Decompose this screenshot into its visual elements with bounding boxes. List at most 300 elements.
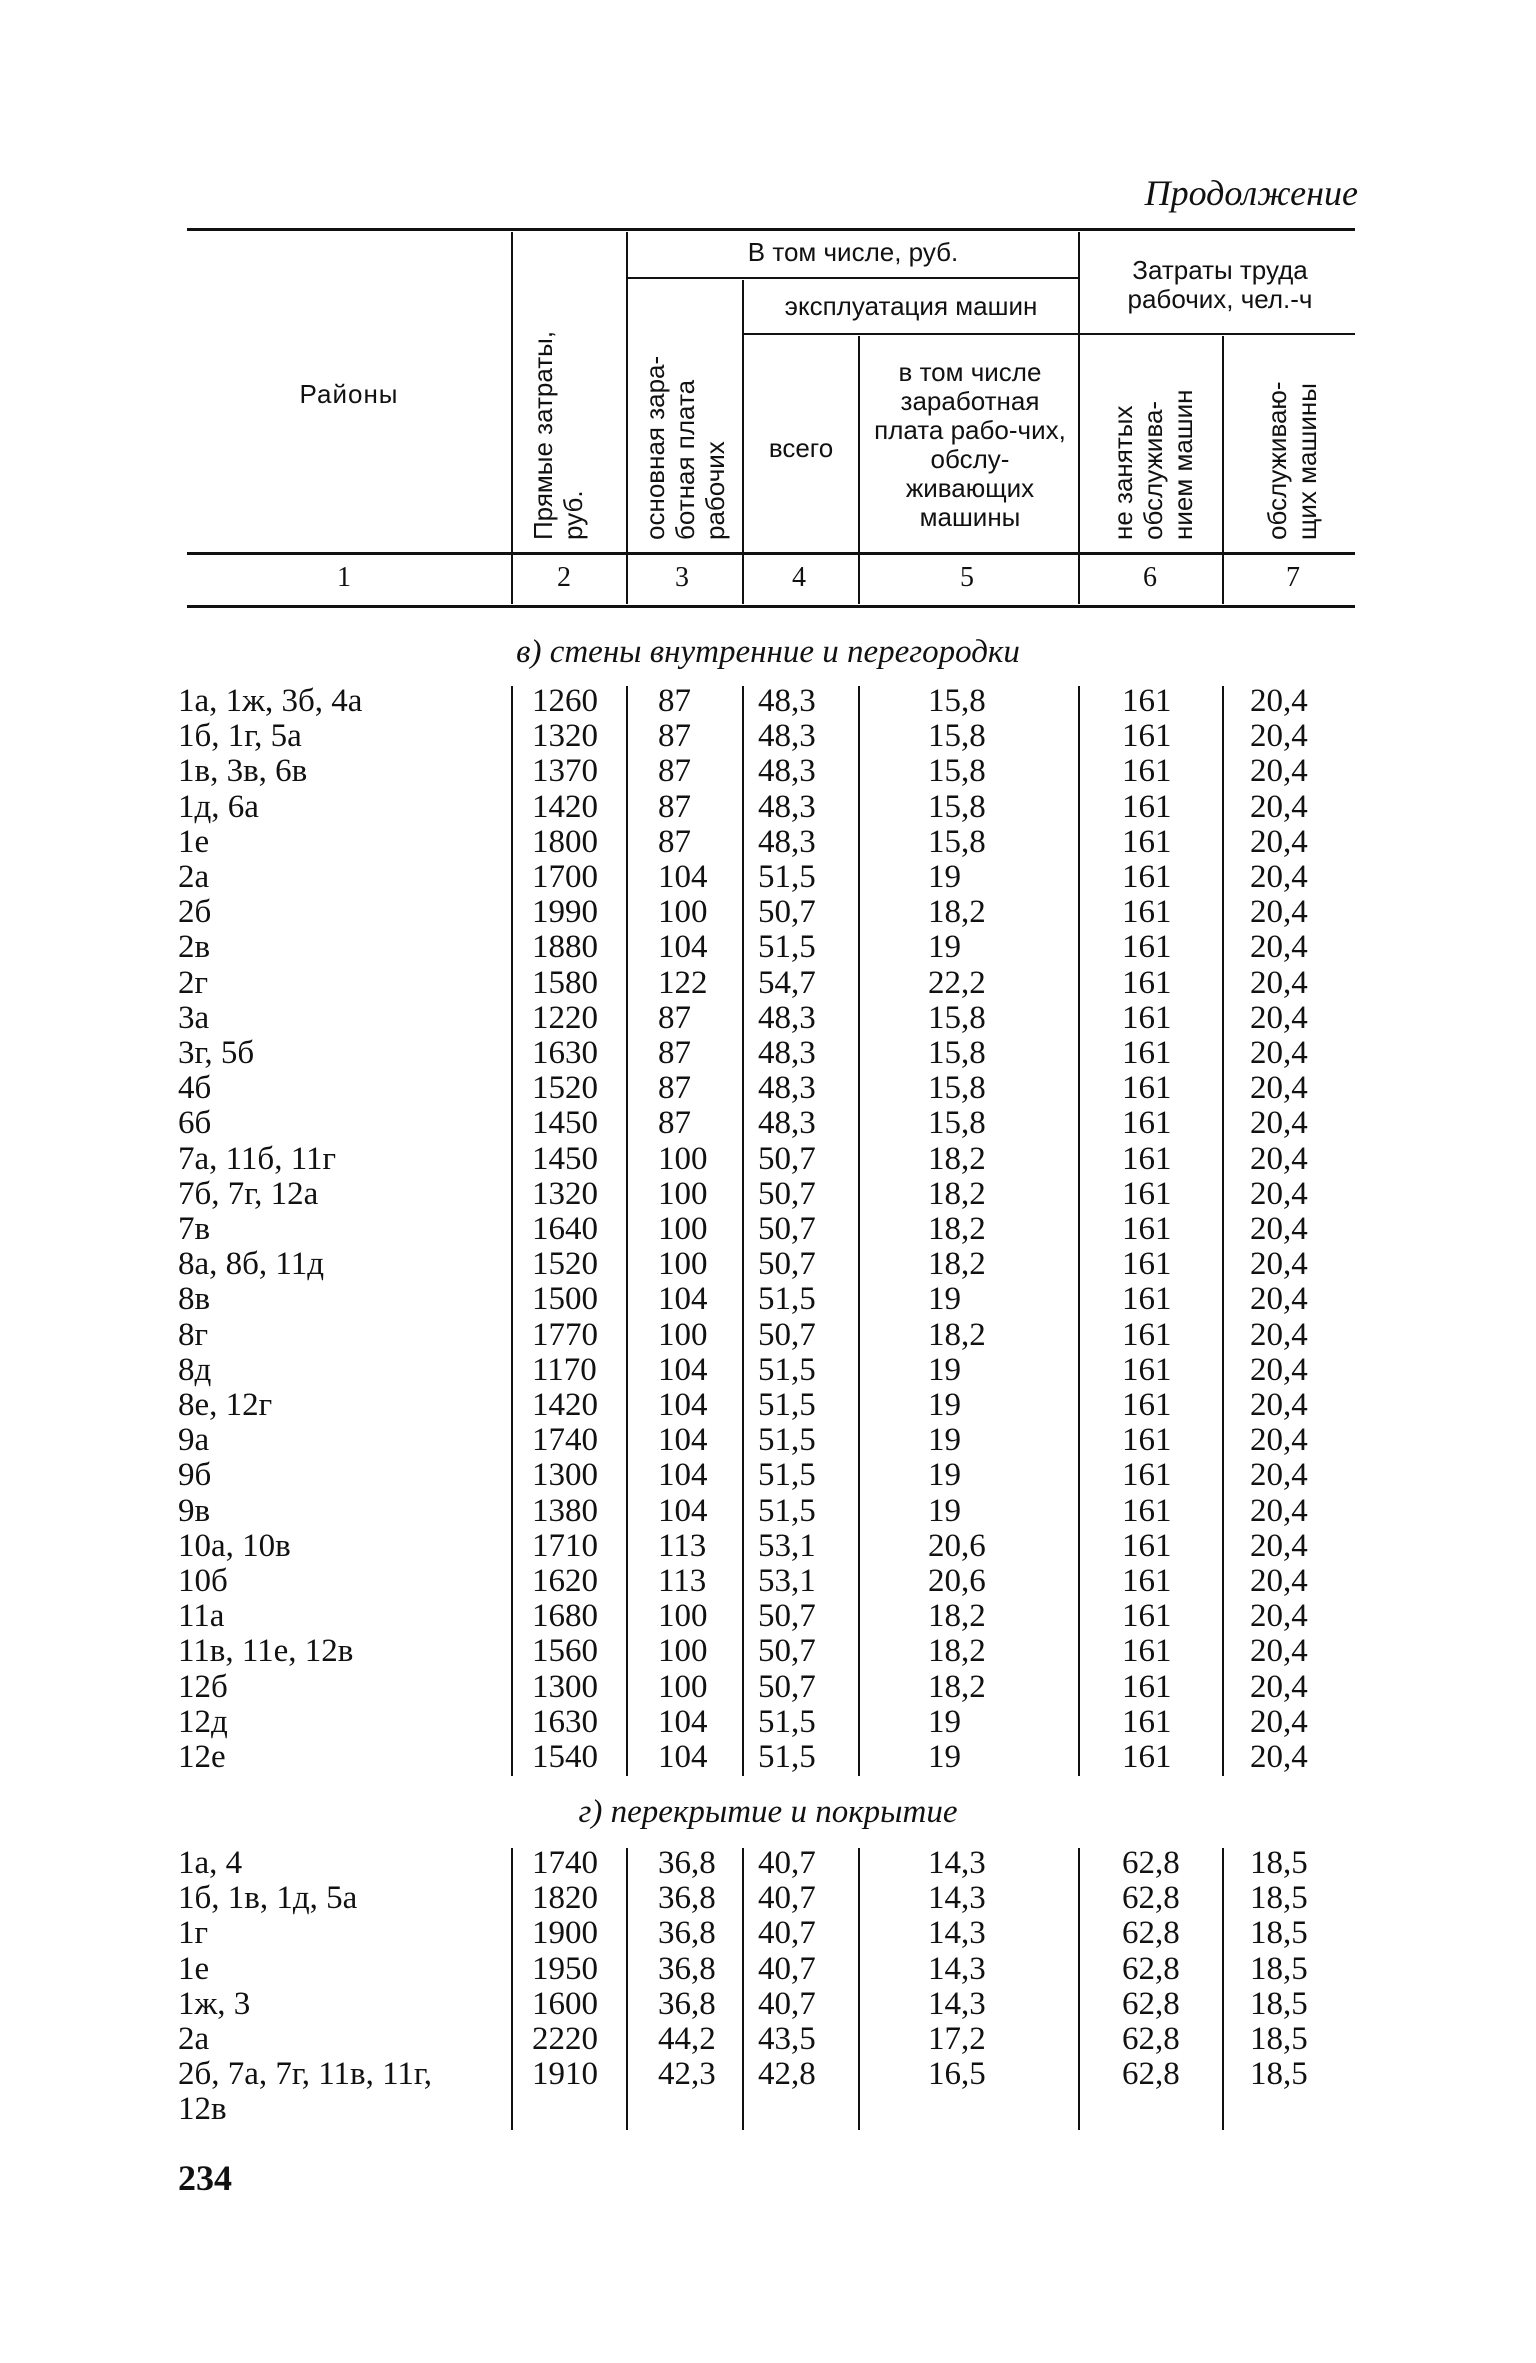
cell-labor-machine: 20,4 [1250,999,1308,1036]
cell-wages: 100 [658,1316,708,1353]
cell-district: 1ж, 3 [178,1985,251,2022]
numbers-bottom-rule [187,605,1355,608]
cell-machines-total: 48,3 [758,823,816,860]
table-row [0,1670,1536,1705]
cell-labor-machine: 18,5 [1250,2021,1308,2057]
cell-labor-machine: 18,5 [1250,1880,1308,1917]
cell-direct-costs: 1900 [532,1915,598,1952]
cell-labor-machine: 20,4 [1250,1211,1308,1247]
cell-machine-wages: 18,2 [928,1668,986,1705]
cell-wages: 87 [658,1105,691,1142]
cell-machines-total: 48,3 [758,683,816,719]
cell-machine-wages: 15,8 [928,753,986,790]
cell-labor-machine: 20,4 [1250,718,1308,755]
cell-machines-total: 50,7 [758,1668,816,1705]
cell-wages: 100 [658,1140,708,1177]
cell-machine-wages: 19 [928,1739,961,1775]
cell-machines-total: 48,3 [758,1105,816,1142]
cell-labor-not-machine: 161 [1122,788,1172,825]
cell-wages: 87 [658,788,691,825]
including-underline [626,277,1078,279]
cell-labor-machine: 20,4 [1250,1351,1308,1388]
cell-district: 1г [178,1915,209,1952]
cell-labor-machine: 20,4 [1250,1105,1308,1142]
cell-machine-wages: 15,8 [928,1035,986,1071]
table-row [0,860,1536,895]
table-row [0,1071,1536,1106]
cell-direct-costs: 1520 [532,1246,598,1283]
header-not-machine: не занятых обслужива- нием машин [1108,389,1198,540]
cell-machines-total: 50,7 [758,1175,816,1212]
header-wages: основная зара- ботная плата рабочих [640,355,730,540]
cell-direct-costs: 1420 [532,1387,598,1423]
cell-labor-not-machine: 161 [1122,1246,1172,1283]
header-machines: эксплуатация машин [784,291,1038,321]
cell-direct-costs: 1620 [532,1563,598,1599]
cell-wages: 36,8 [658,1845,716,1881]
cell-district: 8в [178,1281,211,1318]
header-machine-wages: в том числе заработная плата рабо-чих, обслу-живающих машины [874,357,1066,532]
cell-machines-total: 51,5 [758,929,816,966]
cell-labor-machine: 18,5 [1250,1915,1308,1952]
cell-labor-not-machine: 62,8 [1122,2021,1180,2057]
table-row [0,1212,1536,1247]
table-row [0,2022,1536,2057]
header-bottom-rule [187,552,1355,555]
cell-machine-wages: 14,3 [928,1915,986,1952]
cell-machine-wages: 18,2 [928,894,986,931]
cell-wages: 104 [658,1387,708,1423]
cell-district: 1в, 3в, 6в [178,753,308,790]
cell-district: 12в [178,2091,227,2128]
cell-labor-not-machine: 161 [1122,1492,1172,1529]
cell-machines-total: 40,7 [758,1950,816,1987]
cell-machines-total: 53,1 [758,1527,816,1564]
cell-wages: 100 [658,1598,708,1635]
cell-direct-costs: 1370 [532,753,598,790]
cell-labor-not-machine: 161 [1122,1668,1172,1705]
cell-labor-machine: 20,4 [1250,1739,1308,1775]
cell-labor-not-machine: 161 [1122,1105,1172,1142]
cell-machine-wages: 18,2 [928,1211,986,1247]
cell-direct-costs: 1630 [532,1703,598,1740]
cell-wages: 104 [658,1422,708,1459]
cell-direct-costs: 1910 [532,2056,598,2093]
cell-machines-total: 48,3 [758,788,816,825]
cell-machine-wages: 18,2 [928,1175,986,1212]
labor-underline [1078,333,1355,335]
header-machines-total: всего [768,433,834,463]
header-including: В том числе, руб. [747,237,959,267]
cell-district: 1е [178,823,210,860]
table-row [0,1318,1536,1353]
cell-district: 3г, 5б [178,1035,255,1071]
cell-labor-machine: 20,4 [1250,753,1308,790]
table-row [0,1423,1536,1458]
cell-district: 1а, 1ж, 3б, 4а [178,683,363,719]
cell-district: 1б, 1г, 5а [178,718,302,755]
cell-district: 3а [178,999,210,1036]
cell-machines-total: 40,7 [758,1880,816,1917]
col-num-6: 6 [1143,562,1157,593]
cell-direct-costs: 1880 [532,929,598,966]
cell-labor-not-machine: 161 [1122,823,1172,860]
table-row [0,825,1536,860]
table-row [0,1987,1536,2022]
cell-wages: 36,8 [658,1985,716,2022]
cell-district: 7б, 7г, 12а [178,1175,319,1212]
cell-labor-machine: 20,4 [1250,1246,1308,1283]
col-num-1: 1 [337,562,351,593]
cell-wages: 36,8 [658,1950,716,1987]
cell-direct-costs: 1630 [532,1035,598,1071]
cell-machines-total: 40,7 [758,1845,816,1881]
cell-wages: 87 [658,1035,691,1071]
cell-labor-machine: 20,4 [1250,1316,1308,1353]
cell-district: 8а, 8б, 11д [178,1246,325,1283]
cell-wages: 100 [658,1211,708,1247]
cell-machines-total: 51,5 [758,1281,816,1318]
cell-labor-not-machine: 161 [1122,1316,1172,1353]
cell-machines-total: 51,5 [758,1351,816,1388]
cell-wages: 104 [658,1457,708,1494]
cell-labor-not-machine: 161 [1122,1140,1172,1177]
cell-machine-wages: 19 [928,929,961,966]
cell-labor-not-machine: 161 [1122,1281,1172,1318]
cell-labor-machine: 20,4 [1250,1387,1308,1423]
cell-direct-costs: 1320 [532,718,598,755]
cell-machines-total: 50,7 [758,894,816,931]
cell-direct-costs: 1260 [532,683,598,719]
cell-labor-machine: 20,4 [1250,859,1308,895]
cell-wages: 104 [658,1351,708,1388]
table-row [0,1247,1536,1282]
cell-direct-costs: 1170 [532,1351,597,1388]
cell-machine-wages: 19 [928,1422,961,1459]
col-num-7: 7 [1286,562,1300,593]
cell-machines-total: 51,5 [758,1422,816,1459]
cell-machines-total: 48,3 [758,999,816,1036]
cell-labor-not-machine: 161 [1122,753,1172,790]
cell-wages: 104 [658,1492,708,1529]
cell-machine-wages: 18,2 [928,1316,986,1353]
cell-wages: 44,2 [658,2021,716,2057]
cell-district: 1а, 4 [178,1845,243,1881]
cell-district: 2б [178,894,212,931]
cell-wages: 113 [658,1563,707,1599]
cell-labor-machine: 20,4 [1250,1281,1308,1318]
header-direct-costs: Прямые затраты, руб. [528,330,588,540]
cell-wages: 36,8 [658,1915,716,1952]
table-row [0,966,1536,1001]
section-title-floors: г) перекрытие и покрытие [578,1794,958,1830]
cell-labor-machine: 20,4 [1250,1563,1308,1599]
header-top-rule [187,228,1355,231]
table-row [0,1705,1536,1740]
cell-direct-costs: 1220 [532,999,598,1036]
cell-direct-costs: 1680 [532,1598,598,1635]
cell-machines-total: 51,5 [758,1739,816,1775]
table-row [0,1846,1536,1881]
cell-machines-total: 48,3 [758,1035,816,1071]
table-row [0,754,1536,789]
cell-district: 8д [178,1351,212,1388]
cell-machine-wages: 18,2 [928,1633,986,1670]
cell-district: 2а [178,859,210,895]
cell-district: 9в [178,1492,211,1529]
cell-labor-machine: 20,4 [1250,1070,1308,1107]
cell-labor-machine: 18,5 [1250,1845,1308,1881]
cell-labor-machine: 20,4 [1250,964,1308,1001]
cell-labor-not-machine: 161 [1122,1563,1172,1599]
cell-wages: 122 [658,964,708,1001]
table-row [0,1353,1536,1388]
cell-machines-total: 51,5 [758,1457,816,1494]
cell-direct-costs: 1450 [532,1140,598,1177]
cell-district: 8г [178,1316,209,1353]
cell-labor-machine: 20,4 [1250,823,1308,860]
cell-machine-wages: 19 [928,1703,961,1740]
col-num-3: 3 [675,562,689,593]
cell-direct-costs: 1300 [532,1457,598,1494]
cell-district: 12д [178,1703,228,1740]
cell-machines-total: 43,5 [758,2021,816,2057]
cell-district: 8е, 12г [178,1387,273,1423]
cell-labor-machine: 20,4 [1250,1598,1308,1635]
cell-direct-costs: 1300 [532,1668,598,1705]
cell-labor-not-machine: 62,8 [1122,1915,1180,1952]
cell-labor-not-machine: 62,8 [1122,1985,1180,2022]
cell-machines-total: 50,7 [758,1211,816,1247]
cell-machine-wages: 14,3 [928,1880,986,1917]
section-title-walls: в) стены внутренние и перегородки [516,634,1020,670]
cell-machine-wages: 19 [928,1387,961,1423]
cell-labor-machine: 20,4 [1250,1422,1308,1459]
header-labor: Затраты труда рабочих, чел.-ч [1127,255,1313,314]
cell-district: 7в [178,1211,211,1247]
cell-machines-total: 54,7 [758,964,816,1001]
cell-machine-wages: 18,2 [928,1246,986,1283]
cell-district: 7а, 11б, 11г [178,1140,337,1177]
cell-machine-wages: 15,8 [928,999,986,1036]
cell-district: 12е [178,1739,226,1775]
cell-district: 2в [178,929,211,966]
header-divider [626,232,628,604]
cell-labor-machine: 20,4 [1250,1140,1308,1177]
cell-labor-not-machine: 62,8 [1122,1845,1180,1881]
cell-labor-not-machine: 161 [1122,1175,1172,1212]
cell-labor-not-machine: 161 [1122,964,1172,1001]
cell-direct-costs: 1580 [532,964,598,1001]
cell-wages: 100 [658,1668,708,1705]
cell-machines-total: 50,7 [758,1598,816,1635]
cell-wages: 100 [658,1633,708,1670]
cell-labor-not-machine: 161 [1122,1422,1172,1459]
cell-machine-wages: 15,8 [928,683,986,719]
cell-labor-not-machine: 161 [1122,1739,1172,1775]
cell-direct-costs: 1540 [532,1739,598,1775]
cell-machines-total: 51,5 [758,1703,816,1740]
cell-machine-wages: 19 [928,859,961,895]
table-row [0,1564,1536,1599]
cell-direct-costs: 1420 [532,788,598,825]
col-num-4: 4 [792,562,806,593]
col-num-5: 5 [960,562,974,593]
table-row [0,1599,1536,1634]
cell-direct-costs: 1380 [532,1492,598,1529]
cell-labor-not-machine: 161 [1122,1211,1172,1247]
cell-wages: 36,8 [658,1880,716,1917]
cell-wages: 87 [658,753,691,790]
cell-direct-costs: 1560 [532,1633,598,1670]
cell-wages: 87 [658,718,691,755]
table-row [0,1177,1536,1212]
table-row [0,790,1536,825]
cell-district: 11в, 11е, 12в [178,1633,354,1670]
cell-direct-costs: 1770 [532,1316,598,1353]
cell-labor-machine: 20,4 [1250,1527,1308,1564]
cell-direct-costs: 1450 [532,1105,598,1142]
cell-wages: 42,3 [658,2056,716,2093]
cell-labor-not-machine: 161 [1122,929,1172,966]
cell-labor-not-machine: 161 [1122,1387,1172,1423]
cell-direct-costs: 2220 [532,2021,598,2057]
header-machine-service: обслуживаю- щих машины [1262,381,1322,540]
cell-wages: 87 [658,683,691,719]
cell-machine-wages: 14,3 [928,1845,986,1881]
cell-machine-wages: 19 [928,1457,961,1494]
cell-machine-wages: 22,2 [928,964,986,1001]
cell-wages: 100 [658,1175,708,1212]
cell-labor-not-machine: 161 [1122,894,1172,931]
cell-district: 1б, 1в, 1д, 5а [178,1880,358,1917]
cell-machine-wages: 19 [928,1351,961,1388]
cell-machines-total: 40,7 [758,1915,816,1952]
cell-direct-costs: 1500 [532,1281,598,1318]
table-row [0,1036,1536,1071]
cell-labor-not-machine: 161 [1122,1351,1172,1388]
cell-labor-machine: 20,4 [1250,1175,1308,1212]
cell-wages: 104 [658,1703,708,1740]
cell-labor-machine: 18,5 [1250,1950,1308,1987]
cell-district: 1е [178,1950,210,1987]
table-row [0,2057,1536,2092]
cell-machines-total: 50,7 [758,1633,816,1670]
continuation-label: Продолжение [1144,173,1358,213]
cell-machine-wages: 17,2 [928,2021,986,2057]
cell-labor-machine: 20,4 [1250,929,1308,966]
cell-labor-not-machine: 62,8 [1122,1950,1180,1987]
cell-machines-total: 51,5 [758,859,816,895]
machines-underline [742,333,1078,335]
cell-labor-machine: 20,4 [1250,894,1308,931]
cell-machine-wages: 19 [928,1492,961,1529]
cell-labor-not-machine: 161 [1122,999,1172,1036]
cell-labor-not-machine: 161 [1122,1035,1172,1071]
cell-district: 10б [178,1563,228,1599]
cell-district: 2г [178,964,209,1001]
cell-machine-wages: 19 [928,1281,961,1318]
cell-district: 12б [178,1668,228,1705]
table-row [0,1388,1536,1423]
cell-labor-machine: 20,4 [1250,788,1308,825]
cell-machine-wages: 18,2 [928,1598,986,1635]
cell-labor-not-machine: 161 [1122,1457,1172,1494]
table-row [0,930,1536,965]
table-row [0,684,1536,719]
cell-labor-not-machine: 161 [1122,683,1172,719]
cell-labor-not-machine: 161 [1122,1070,1172,1107]
table-row [0,1529,1536,1564]
cell-labor-not-machine: 161 [1122,718,1172,755]
table-row [0,1952,1536,1987]
cell-wages: 87 [658,999,691,1036]
cell-labor-not-machine: 161 [1122,859,1172,895]
cell-district: 2а [178,2021,210,2057]
table-row [0,1142,1536,1177]
cell-machine-wages: 15,8 [928,1105,986,1142]
cell-labor-machine: 20,4 [1250,1035,1308,1071]
cell-machine-wages: 18,2 [928,1140,986,1177]
cell-wages: 100 [658,1246,708,1283]
cell-direct-costs: 1520 [532,1070,598,1107]
cell-machine-wages: 15,8 [928,1070,986,1107]
table-row [0,2092,1536,2127]
cell-direct-costs: 1600 [532,1985,598,2022]
table-row [0,1916,1536,1951]
table-row [0,1106,1536,1141]
cell-labor-not-machine: 161 [1122,1633,1172,1670]
table-row [0,895,1536,930]
header-districts: Районы [299,379,399,409]
header-divider [511,232,513,604]
cell-machine-wages: 16,5 [928,2056,986,2093]
cell-machine-wages: 14,3 [928,1985,986,2022]
cell-direct-costs: 1700 [532,859,598,895]
table-row [0,1001,1536,1036]
cell-machines-total: 48,3 [758,1070,816,1107]
header-divider [1222,336,1224,604]
cell-wages: 87 [658,823,691,860]
cell-district: 11а [178,1598,225,1635]
cell-district: 10а, 10в [178,1527,291,1564]
cell-district: 9а [178,1422,210,1459]
cell-labor-machine: 18,5 [1250,2056,1308,2093]
cell-labor-machine: 18,5 [1250,1985,1308,2022]
cell-machine-wages: 14,3 [928,1950,986,1987]
table-row [0,1634,1536,1669]
cell-machines-total: 50,7 [758,1140,816,1177]
cell-direct-costs: 1990 [532,894,598,931]
cell-machines-total: 51,5 [758,1492,816,1529]
cell-direct-costs: 1800 [532,823,598,860]
cell-wages: 104 [658,929,708,966]
cell-direct-costs: 1740 [532,1845,598,1881]
cell-machine-wages: 15,8 [928,718,986,755]
table-row [0,1282,1536,1317]
table-row [0,1458,1536,1493]
cell-machines-total: 50,7 [758,1316,816,1353]
cell-machines-total: 53,1 [758,1563,816,1599]
cell-machines-total: 48,3 [758,753,816,790]
cell-labor-not-machine: 161 [1122,1703,1172,1740]
cell-district: 1д, 6а [178,788,259,825]
col-num-2: 2 [557,562,571,593]
header-divider [858,336,860,604]
cell-machines-total: 42,8 [758,2056,816,2093]
cell-labor-not-machine: 161 [1122,1598,1172,1635]
cell-district: 9б [178,1457,212,1494]
